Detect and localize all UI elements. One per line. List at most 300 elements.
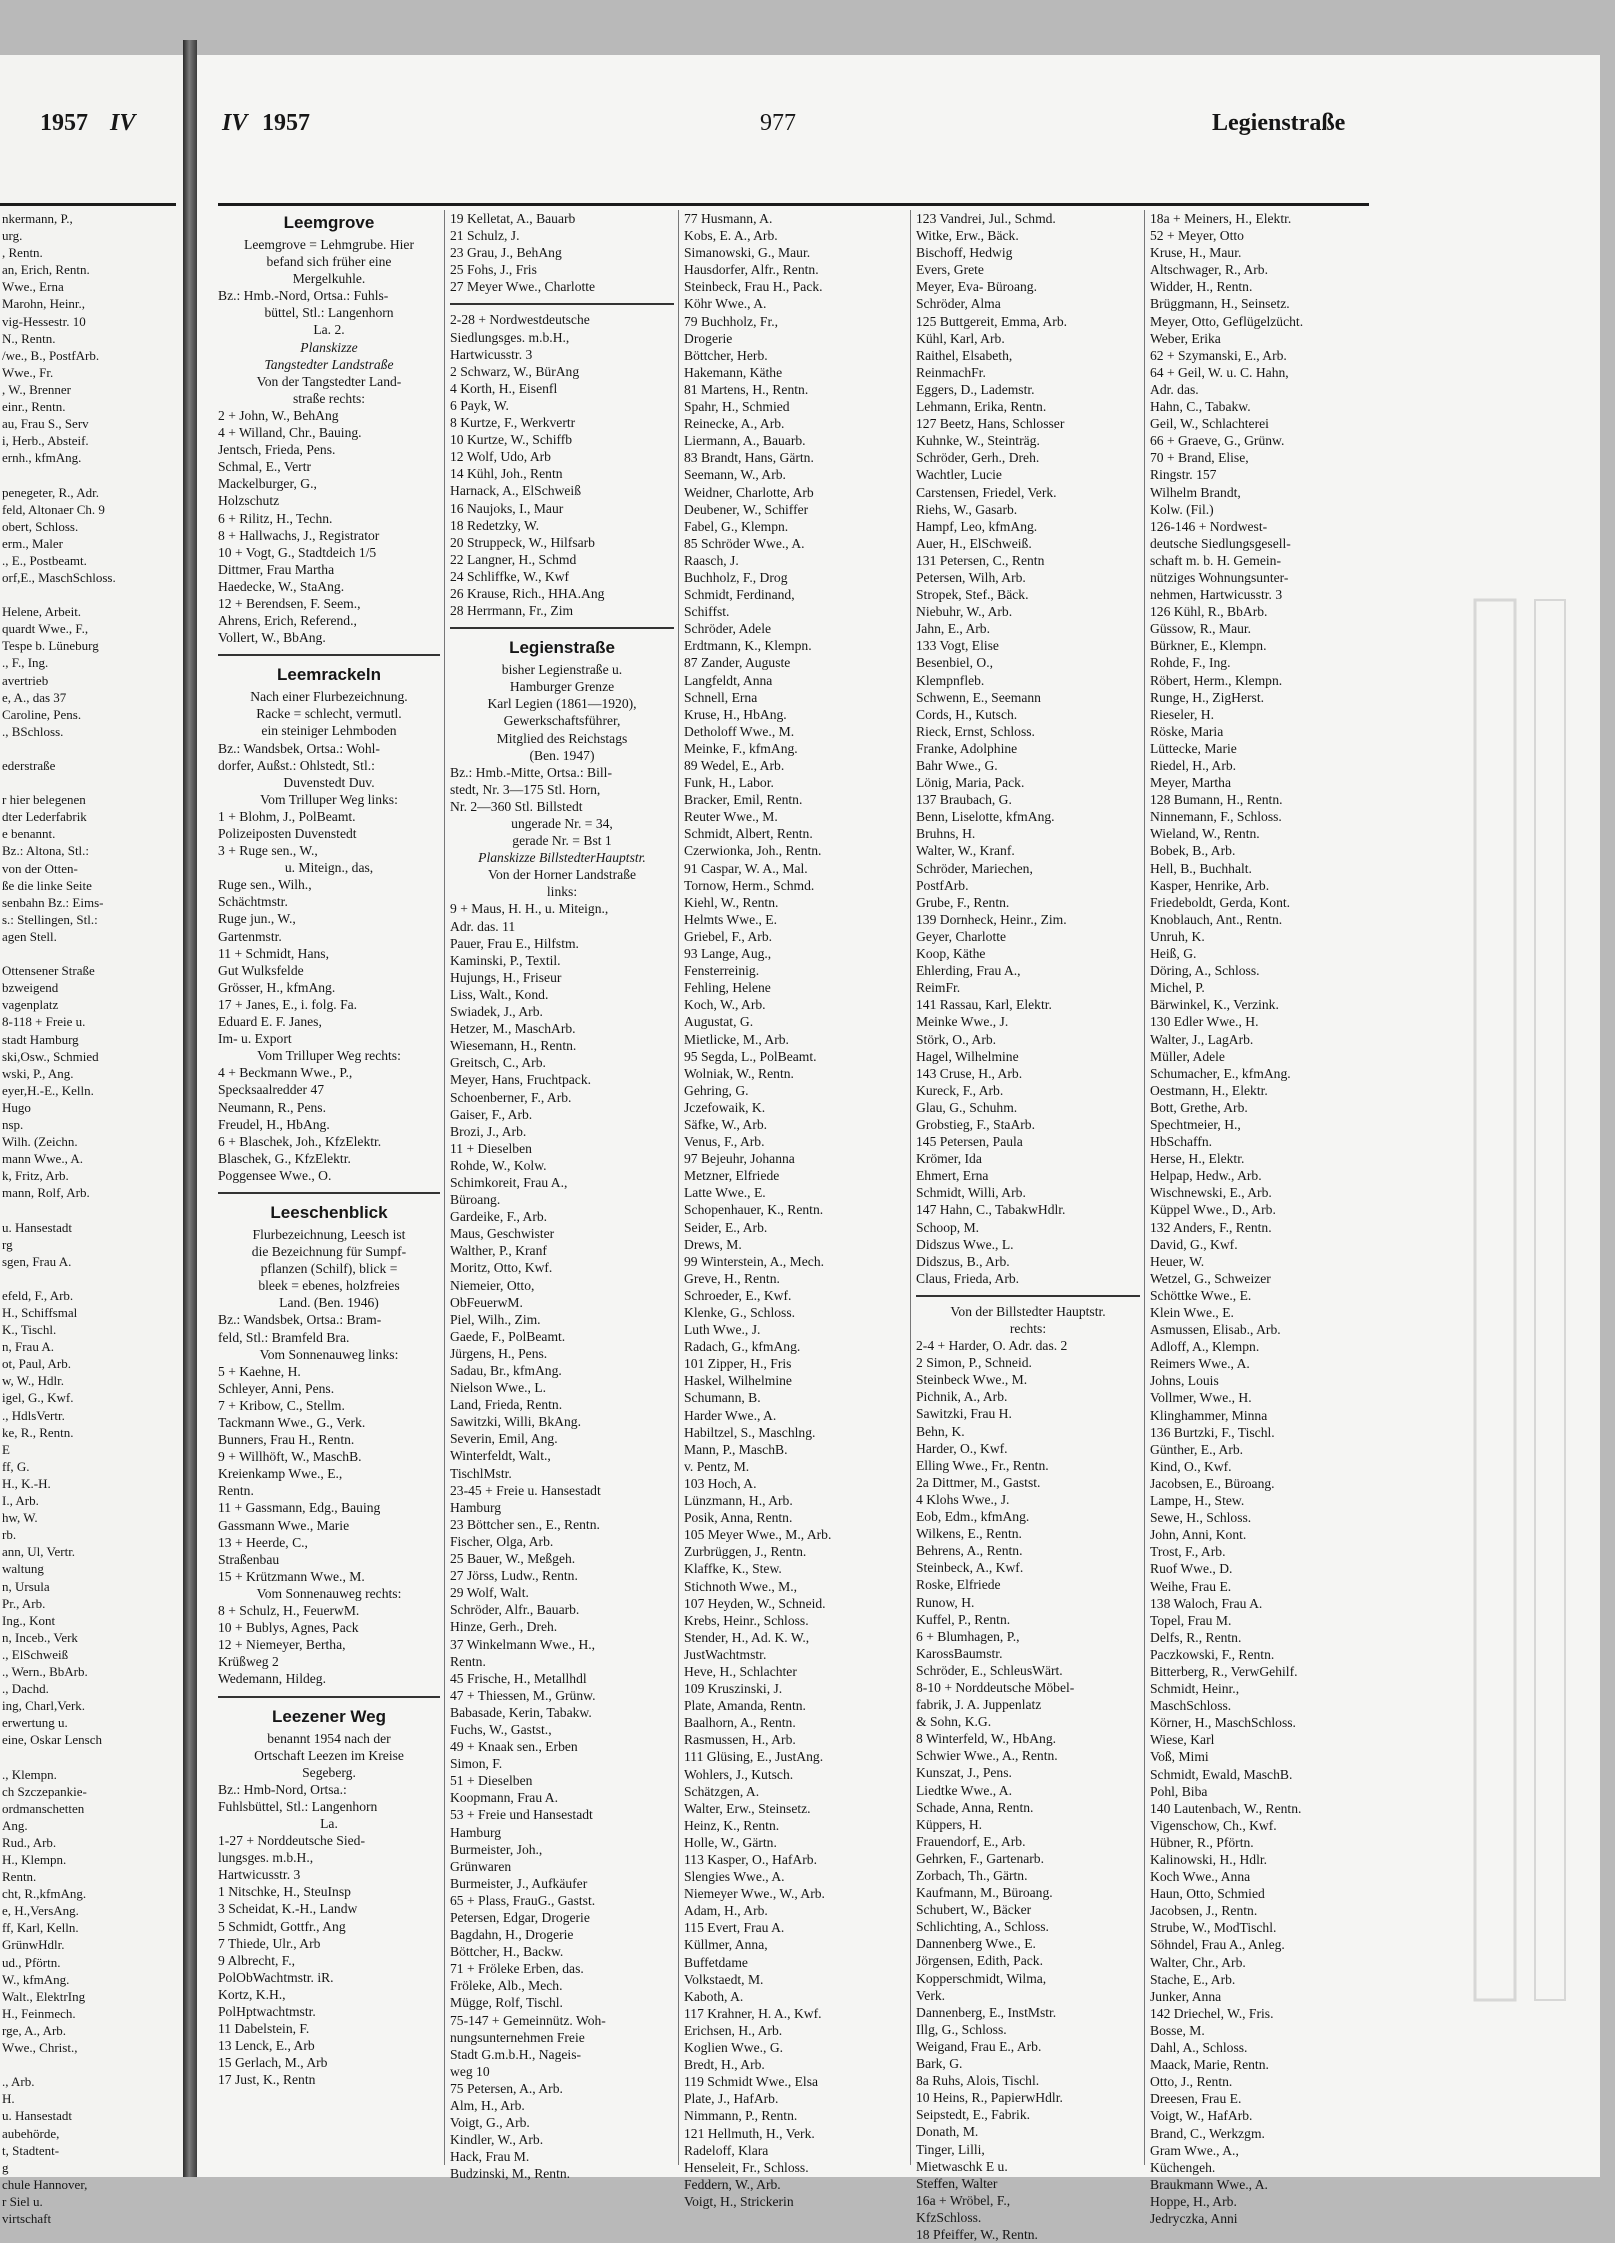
directory-entry: Störk, O., Arb. xyxy=(916,1031,997,1047)
left-page-line: t, Stadtent- xyxy=(2,2142,60,2158)
directory-entry: Wischnewski, E., Arb. xyxy=(1150,1185,1272,1201)
directory-entry: Körner, H., MaschSchloss. xyxy=(1150,1715,1296,1731)
left-page-line: r hier belegenen xyxy=(2,792,86,808)
left-page-line: avertrieb xyxy=(2,672,49,688)
directory-entry: Küppel Wwe., D., Arb. xyxy=(1150,1202,1276,1218)
directory-entry: 27 Meyer Wwe., Charlotte xyxy=(450,279,596,295)
directory-entry: Winterfeldt, Walt., xyxy=(450,1448,551,1464)
directory-entry: 11 + Dieselben xyxy=(450,1140,532,1156)
left-page-line: obert, Schloss. xyxy=(2,518,79,534)
left-page-line: Marohn, Heinr., xyxy=(2,296,86,312)
left-page-line: n, Ursula xyxy=(2,1578,50,1594)
directory-entry: 17 + Janes, E., i. folg. Fa. xyxy=(218,996,358,1012)
left-page-line: nsp. xyxy=(2,1116,24,1132)
directory-entry: Gehrken, F., Gartenarb. xyxy=(916,1850,1045,1866)
directory-entry: 66 + Graeve, G., Grünw. xyxy=(1150,433,1285,449)
directory-entry: La. 2. xyxy=(313,322,345,338)
directory-entry: Didszus, B., Arb. xyxy=(916,1253,1010,1269)
directory-entry: Röske, Maria xyxy=(1150,723,1224,739)
left-page-line: ederstraße xyxy=(2,758,56,773)
directory-entry: Wachtler, Lucie xyxy=(916,467,1002,483)
left-page-line xyxy=(2,1748,178,1765)
left-year: 1957 xyxy=(40,110,88,136)
directory-entry: Ruge sen., Wilh., xyxy=(218,877,312,893)
section-separator xyxy=(218,1184,440,1194)
right-volume: IV xyxy=(222,110,248,136)
directory-entry: 13 + Heerde, C., xyxy=(218,1534,308,1550)
directory-entry: Klinghammer, Minna xyxy=(1150,1407,1268,1423)
directory-entry: Kruse, H., HbAng. xyxy=(684,706,787,722)
street-heading: Leeschenblick xyxy=(270,1202,388,1222)
directory-entry: Brüggmann, H., Seinsetz. xyxy=(1150,296,1290,312)
directory-entry: Pohl, Biba xyxy=(1150,1783,1208,1799)
column-divider xyxy=(444,210,445,2165)
directory-entry: Friedeboldt, Gerda, Kont. xyxy=(1150,894,1291,910)
column-1 xyxy=(218,210,440,2170)
directory-entry: Maack, Marie, Rentn. xyxy=(1150,2057,1269,2073)
directory-entry: 7 + Kribow, C., Stellm. xyxy=(218,1397,345,1413)
directory-entry: Mügge, Rolf, Tischl. xyxy=(450,1995,563,2011)
directory-entry: Bz.: Hmb.-Mitte, Ortsa.: Bill- xyxy=(450,764,612,780)
directory-entry: Geyer, Charlotte xyxy=(916,928,1007,944)
directory-entry: Stender, H., Ad. K. W., xyxy=(684,1629,810,1645)
left-page-line: Rentn. xyxy=(2,1869,37,1885)
directory-entry: 2-28 + Nordwestdeutsche xyxy=(450,312,590,328)
directory-entry: Augustat, G. xyxy=(684,1014,754,1030)
directory-entry: Dittmer, Frau Martha xyxy=(218,561,335,577)
directory-entry: Gut Wulksfelde xyxy=(218,962,304,978)
directory-entry: Rieck, Ernst, Schloss. xyxy=(916,723,1035,739)
directory-entry: Franke, Adolphine xyxy=(916,740,1018,756)
directory-entry: Hamburg xyxy=(450,1499,502,1515)
directory-entry: Schleyer, Anni, Pens. xyxy=(218,1380,335,1396)
directory-entry: Ruof Wwe., D. xyxy=(1150,1561,1233,1577)
book-gutter xyxy=(183,40,197,2177)
directory-entry: Harder, O., Kwf. xyxy=(916,1440,1008,1456)
directory-entry: Schopenhauer, K., Rentn. xyxy=(684,1202,824,1218)
directory-entry: Haskel, Wilhelmine xyxy=(684,1373,792,1389)
directory-entry: Venus, F., Arb. xyxy=(684,1134,765,1150)
directory-entry: Nach einer Flurbezeichnung. xyxy=(250,689,408,705)
directory-entry: Klempnfleb. xyxy=(916,672,985,688)
left-page-line: ., BSchloss. xyxy=(2,723,64,739)
directory-entry: Kopperschmidt, Wilma, xyxy=(916,1970,1047,1986)
directory-entry: Donath, M. xyxy=(916,2124,979,2140)
directory-entry: 5 Schmidt, Gottfr., Ang xyxy=(218,1918,346,1934)
directory-entry: Eggers, D., Lademstr. xyxy=(916,381,1035,397)
directory-entry: 75 Petersen, A., Arb. xyxy=(450,2080,563,2096)
directory-entry: Sawitzki, Willi, BkAng. xyxy=(450,1414,581,1430)
left-page-line: s.: Stellingen, Stl.: xyxy=(2,911,98,927)
directory-entry: Ehlerding, Frau A., xyxy=(916,963,1021,979)
directory-entry: Slengies Wwe., A. xyxy=(684,1869,785,1885)
directory-entry: PolObWachtmstr. iR. xyxy=(218,1969,334,1985)
left-page-line: ot, Paul, Arb. xyxy=(2,1356,71,1372)
directory-entry: Erdtmann, K., Klempn. xyxy=(684,638,812,654)
directory-entry: 10 Kurtze, W., Schiffb xyxy=(450,432,573,448)
left-page-line: erm., Maler xyxy=(2,535,64,551)
directory-entry: Adr. das. 11 xyxy=(450,918,516,934)
directory-entry: Roske, Elfriede xyxy=(916,1577,1001,1593)
left-page-line: H., Klempn. xyxy=(2,1852,67,1867)
directory-entry: Im- u. Export xyxy=(218,1031,292,1047)
directory-entry: Brozi, J., Arb. xyxy=(450,1123,527,1139)
left-page-line: u. Hansestadt xyxy=(2,1219,73,1235)
left-page-line: Wwe., Erna xyxy=(2,279,64,295)
directory-entry: Fehling, Helene xyxy=(684,980,771,996)
directory-entry: HbSchaffn. xyxy=(1150,1134,1213,1150)
left-volume: IV xyxy=(110,110,136,136)
directory-entry: Bobek, B., Arb. xyxy=(1150,843,1236,859)
directory-entry: 4 Korth, H., Eisenfl xyxy=(450,380,558,396)
directory-entry: Meinke, F., kfmAng. xyxy=(684,740,798,756)
left-page-line: vig-Hessestr. 10 xyxy=(2,313,86,329)
directory-entry: Haun, Otto, Schmied xyxy=(1150,1886,1265,1902)
directory-entry: Steinbeck, A., Kwf. xyxy=(916,1560,1024,1576)
directory-entry: Kalinowski, H., Hdlr. xyxy=(1150,1852,1268,1867)
directory-entry: 4 Klohs Wwe., J. xyxy=(916,1491,1010,1507)
directory-entry: Kuhnke, W., Steinträg. xyxy=(916,433,1040,449)
directory-entry: Säfke, W., Arb. xyxy=(684,1116,768,1132)
directory-entry: Wedemann, Hildeg. xyxy=(218,1671,326,1687)
directory-entry: Oestmann, H., Elektr. xyxy=(1150,1082,1268,1098)
directory-entry: Ortschaft Leezen im Kreise xyxy=(254,1747,404,1763)
directory-entry: Posik, Anna, Rentn. xyxy=(684,1510,793,1526)
directory-entry: Altschwager, R., Arb. xyxy=(1150,262,1269,278)
left-page-line xyxy=(2,2056,178,2073)
directory-entry: Behn, K. xyxy=(916,1423,965,1439)
left-page-line: k, Fritz, Arb. xyxy=(2,1168,69,1184)
left-page-line: ., F., Ing. xyxy=(2,655,49,671)
directory-entry: 91 Caspar, W. A., Mal. xyxy=(684,860,808,876)
left-page-line: ., E., Postbeamt. xyxy=(2,552,87,568)
directory-entry: Bott, Grethe, Arb. xyxy=(1150,1099,1248,1115)
directory-entry: Voigt, G., Arb. xyxy=(450,2115,530,2131)
directory-entry: Bärwinkel, K., Verzink. xyxy=(1150,997,1279,1013)
directory-entry: Liedtke Wwe., A. xyxy=(916,1782,1013,1798)
left-page-line: chule Hannover, xyxy=(2,2176,88,2192)
left-page-line: ann, Ul, Vertr. xyxy=(2,1544,76,1560)
left-page-line: Wwe., Christ., xyxy=(2,2040,78,2056)
directory-entry: Vollert, W., BbAng. xyxy=(218,630,326,646)
directory-entry: Wilhelm Brandt, xyxy=(1150,484,1241,500)
directory-entry: Dreesen, Frau E. xyxy=(1150,2091,1242,2107)
directory-entry: Niebuhr, W., Arb. xyxy=(916,604,1013,620)
directory-entry: Vom Sonnenauweg rechts: xyxy=(256,1585,402,1601)
directory-entry: 6 + Blumhagen, P., xyxy=(916,1628,1020,1644)
directory-entry: Lönig, Maria, Pack. xyxy=(916,775,1025,791)
directory-entry: Jacobsen, J., Rentn. xyxy=(1150,1903,1258,1919)
left-page-line: nkermann, P., xyxy=(2,211,73,226)
directory-entry: Meinke Wwe., J. xyxy=(916,1014,1009,1030)
directory-entry: Bredt, H., Arb. xyxy=(684,2057,765,2073)
directory-entry: Fuchs, W., Gastst., xyxy=(450,1721,552,1737)
column-3 xyxy=(684,210,906,2209)
left-page-text-fragment xyxy=(2,210,178,2226)
directory-entry: Riehs, W., Gasarb. xyxy=(916,501,1018,517)
directory-entry: Heinz, K., Rentn. xyxy=(684,1817,780,1833)
directory-entry: Schmidt, Ewald, MaschB. xyxy=(1150,1766,1293,1782)
directory-entry: bleek = ebenes, holzfreies xyxy=(258,1278,400,1294)
directory-entry: deutsche Siedlungsgesell- xyxy=(1150,535,1291,551)
left-page-line: ße die linke Seite xyxy=(2,877,92,893)
left-page-line: ., Wern., BbArb. xyxy=(2,1663,88,1679)
directory-entry: Von der Tangstedter Land- xyxy=(256,373,402,389)
left-page-line: n, Frau A. xyxy=(2,1339,54,1355)
directory-entry: weg 10 xyxy=(450,2063,490,2079)
directory-entry: Witke, Erw., Bäck. xyxy=(916,228,1019,244)
left-page-line: ., HdlsVertr. xyxy=(2,1407,65,1423)
directory-entry: Kolw. (Fil.) xyxy=(1150,501,1214,517)
directory-entry: Radach, G., kfmAng. xyxy=(684,1339,801,1355)
directory-entry: Swiadek, J., Arb. xyxy=(450,1004,543,1020)
street-heading: Leezener Weg xyxy=(271,1706,386,1726)
directory-entry: Nr. 2—360 Stl. Billstedt xyxy=(450,798,583,814)
directory-entry: 18 Redetzky, W. xyxy=(450,517,539,533)
directory-entry: gerade Nr. = Bst 1 xyxy=(512,833,612,849)
left-page-line: u. Hansestadt xyxy=(2,2108,73,2124)
directory-entry: 136 Burtzki, F., Tischl. xyxy=(1150,1424,1275,1440)
left-page-line: ski,Osw., Schmied xyxy=(2,1048,99,1064)
directory-entry: Bz.: Hmb.-Nord, Ortsa.: Fuhls- xyxy=(218,288,389,304)
directory-entry: Vollmer, Wwe., H. xyxy=(1150,1390,1252,1406)
directory-entry: Niemeier, Otto, xyxy=(450,1277,535,1293)
directory-entry: Hahn, C., Tabakw. xyxy=(1150,399,1251,415)
directory-entry: die Bezeichnung für Sumpf- xyxy=(251,1244,407,1260)
directory-entry: 1-27 + Norddeutsche Sied- xyxy=(218,1833,365,1849)
directory-entry: Glau, G., Schuhm. xyxy=(916,1099,1018,1115)
directory-entry: Rohde, F., Ing. xyxy=(1150,655,1231,671)
directory-entry: Nielson Wwe., L. xyxy=(450,1380,547,1396)
directory-entry: Schröder, Adele xyxy=(684,621,772,637)
directory-entry: 132 Anders, F., Rentn. xyxy=(1150,1219,1272,1235)
directory-entry: Schnell, Erna xyxy=(684,689,758,705)
section-separator xyxy=(218,1688,440,1698)
directory-entry: Claus, Frieda, Arb. xyxy=(916,1270,1020,1286)
left-page-line: n, Inceb., Verk xyxy=(2,1629,78,1645)
directory-entry: 21 Schulz, J. xyxy=(450,228,520,244)
left-page-line: H., Feinmech. xyxy=(2,2005,76,2021)
directory-entry: Walter, Chr., Arb. xyxy=(1150,1954,1246,1970)
column-divider xyxy=(910,210,911,2165)
directory-entry: Petersen, Edgar, Drogerie xyxy=(450,1910,590,1925)
directory-entry: 143 Cruse, H., Arb. xyxy=(916,1065,1023,1081)
directory-entry: 9 + Maus, H. H., u. Miteign., xyxy=(450,901,609,917)
section-separator xyxy=(218,646,440,656)
directory-entry: Schmidt, Willi, Arb. xyxy=(916,1185,1026,1201)
directory-entry: MaschSchloss. xyxy=(1150,1698,1232,1714)
directory-entry: bisher Legienstraße u. xyxy=(501,662,623,678)
directory-entry: Seemann, W., Arb. xyxy=(684,467,786,483)
directory-entry: Lehmann, Erika, Rentn. xyxy=(916,399,1047,415)
directory-entry: Niemeyer Wwe., W., Arb. xyxy=(684,1886,825,1902)
directory-entry: Weidner, Charlotte, Arb xyxy=(684,484,814,500)
directory-entry: Röbert, Herm., Klempn. xyxy=(1150,672,1283,688)
directory-entry: 16 Naujoks, I., Maur xyxy=(450,500,564,516)
directory-entry: Rieseler, H. xyxy=(1150,706,1215,722)
directory-entry: Jörgensen, Edith, Pack. xyxy=(916,1953,1043,1969)
directory-entry: Kureck, F., Arb. xyxy=(916,1082,1004,1098)
directory-entry: 119 Schmidt Wwe., Elsa xyxy=(684,2074,819,2090)
directory-entry: Flurbezeichnung, Leesch ist xyxy=(252,1226,406,1242)
directory-entry: Wiese, Karl xyxy=(1150,1732,1215,1748)
left-page-line: I., Arb. xyxy=(2,1493,39,1509)
directory-entry: Mietlicke, M., Arb. xyxy=(684,1031,789,1047)
left-page-line xyxy=(2,740,178,757)
directory-entry: Elling Wwe., Fr., Rentn. xyxy=(916,1457,1049,1473)
directory-entry: Land. (Ben. 1946) xyxy=(279,1295,379,1311)
directory-entry: Fuhlsbüttel, Stl.: Langenhorn xyxy=(218,1798,378,1814)
directory-entry: Schoenberner, F., Arb. xyxy=(450,1089,572,1105)
directory-entry: Riedel, H., Arb. xyxy=(1150,758,1237,773)
directory-entry: (Ben. 1947) xyxy=(529,747,595,763)
left-page-line: ernh., kfmAng. xyxy=(2,450,82,466)
directory-entry: Steinbeck Wwe., M. xyxy=(916,1372,1028,1388)
directory-entry: Plate, Amanda, Rentn. xyxy=(684,1698,806,1714)
directory-entry: ReimFr. xyxy=(916,980,961,996)
directory-entry: dorfer, Außst.: Ohlstedt, Stl.: xyxy=(218,757,375,773)
directory-entry: Illg, G., Schloss. xyxy=(916,2021,1007,2037)
directory-entry: Mergelkuhle. xyxy=(292,271,366,287)
directory-entry: Ninnemann, F., Schloss. xyxy=(1150,809,1282,825)
left-page-line: vagenplatz xyxy=(2,997,59,1013)
directory-entry: rechts: xyxy=(1009,1321,1047,1336)
directory-entry: 20 Struppeck, W., Hilfsarb xyxy=(450,534,595,550)
directory-entry: Spahr, H., Schmied xyxy=(684,399,790,415)
directory-entry: Schade, Anna, Rentn. xyxy=(916,1799,1034,1815)
directory-entry: 85 Schröder Wwe., A. xyxy=(684,535,805,551)
directory-entry: Blaschek, G., KfzElektr. xyxy=(218,1150,351,1166)
left-page-line: w, W., Hdlr. xyxy=(2,1373,64,1389)
directory-entry: Kobs, E. A., Arb. xyxy=(684,228,778,244)
directory-entry: Greve, H., Rentn. xyxy=(684,1270,780,1286)
directory-entry: Schimkoreit, Frau A., xyxy=(450,1174,568,1190)
directory-entry: 128 Bumann, H., Rentn. xyxy=(1150,792,1283,808)
left-page-line: 8-118 + Freie u. xyxy=(2,1014,86,1030)
directory-entry: Mackelburger, G., xyxy=(218,476,317,492)
directory-entry: 121 Hellmuth, H., Verk. xyxy=(684,2125,815,2141)
directory-entry: 8a Ruhs, Alois, Tischl. xyxy=(916,2073,1040,2089)
directory-entry: Walter, J., LagArb. xyxy=(1150,1031,1254,1047)
directory-entry: Lüttecke, Marie xyxy=(1150,740,1237,756)
directory-entry: Ruge jun., W., xyxy=(218,911,296,927)
directory-entry: Mann, P., MaschB. xyxy=(684,1441,788,1457)
left-page-line: von der Otten- xyxy=(2,860,78,876)
left-page-line: N., Rentn. xyxy=(2,330,56,346)
directory-entry: Leemgrove = Lehmgrube. Hier xyxy=(244,237,414,252)
left-page-line: ff, G. xyxy=(2,1458,30,1474)
directory-entry: 65 + Plass, FrauG., Gastst. xyxy=(450,1892,596,1908)
directory-entry: Topel, Frau M. xyxy=(1150,1612,1232,1628)
directory-entry: Lampe, H., Stew. xyxy=(1150,1493,1245,1509)
directory-entry: Kuffel, P., Rentn. xyxy=(916,1611,1011,1627)
directory-entry: Fensterreinig. xyxy=(684,963,760,979)
left-page-line: eyer,H.-E., Kelln. xyxy=(2,1082,94,1098)
directory-entry: Gassmann Wwe., Marie xyxy=(218,1517,350,1533)
directory-entry: Gewerkschaftsführer, xyxy=(503,713,621,729)
directory-entry: Jentsch, Frieda, Pens. xyxy=(218,442,336,458)
directory-entry: Seider, E., Arb. xyxy=(684,1219,768,1235)
directory-entry: Verk. xyxy=(916,1987,946,2003)
directory-entry: Fabel, G., Klempn. xyxy=(684,518,789,534)
directory-entry: 11 + Gassmann, Edg., Bauing xyxy=(218,1500,381,1516)
directory-entry: Günther, E., Arb. xyxy=(1150,1441,1244,1457)
directory-entry: nehmen, Hartwicusstr. 3 xyxy=(1150,587,1283,603)
directory-entry: Johns, Louis xyxy=(1150,1373,1219,1389)
directory-entry: Knoblauch, Ant., Rentn. xyxy=(1150,911,1283,927)
directory-entry: 62 + Szymanski, E., Arb. xyxy=(1150,347,1287,363)
directory-entry: 145 Petersen, Paula xyxy=(916,1134,1023,1150)
directory-entry: Bürkner, E., Klempn. xyxy=(1150,638,1267,654)
directory-entry: 103 Hoch, A. xyxy=(684,1475,757,1491)
directory-entry: Paczkowski, F., Rentn. xyxy=(1150,1646,1275,1662)
directory-entry: Pichnik, A., Arb. xyxy=(916,1389,1008,1405)
directory-entry: 99 Winterstein, A., Mech. xyxy=(684,1253,825,1269)
directory-entry: Bruhns, H. xyxy=(916,826,976,842)
directory-entry: Raithel, Elsabeth, xyxy=(916,347,1013,363)
directory-entry: benannt 1954 nach der xyxy=(267,1730,391,1746)
directory-entry: Gehring, G. xyxy=(684,1082,749,1098)
directory-entry: Polizeiposten Duvenstedt xyxy=(218,826,357,841)
directory-entry: Seipstedt, E., Fabrik. xyxy=(916,2107,1031,2123)
bleed-through-stamp xyxy=(1415,600,1615,2000)
header-rule xyxy=(218,203,1369,206)
directory-entry: Kühl, Karl, Arb. xyxy=(916,330,1005,346)
directory-entry: Strube, W., ModTischl. xyxy=(1150,1920,1277,1936)
directory-entry: 113 Kasper, O., HafArb. xyxy=(684,1852,817,1867)
directory-entry: Hausdorfer, Alfr., Rentn. xyxy=(684,262,819,278)
directory-entry: Brand, C., Werkzgm. xyxy=(1150,2125,1265,2141)
directory-entry: Burmeister, Joh., xyxy=(450,1841,543,1857)
directory-entry: Schröder, Alma xyxy=(916,296,1001,312)
directory-entry: Koopmann, Frau A. xyxy=(450,1790,558,1806)
directory-entry: Schwenn, E., Seemann xyxy=(916,689,1041,705)
directory-entry: Adloff, A., Klempn. xyxy=(1150,1339,1260,1355)
directory-entry: John, Anni, Kont. xyxy=(1150,1527,1247,1543)
directory-entry: Schätzgen, A. xyxy=(684,1783,760,1799)
directory-entry: 2 + John, W., BehAng xyxy=(218,407,339,423)
directory-entry: Schröder, Gerh., Dreh. xyxy=(916,450,1040,466)
left-page-line: , Rentn. xyxy=(2,245,43,261)
directory-entry: 111 Glüsing, E., JustAng. xyxy=(684,1749,824,1765)
directory-entry: Volkstaedt, M. xyxy=(684,1971,764,1987)
directory-entry: Klaffke, K., Stew. xyxy=(684,1561,782,1577)
directory-entry: Walther, P., Kranf xyxy=(450,1243,547,1259)
directory-entry: Grünwaren xyxy=(450,1858,512,1874)
directory-entry: Gardeike, F., Arb. xyxy=(450,1209,548,1225)
directory-entry: 2 Simon, P., Schneid. xyxy=(916,1355,1032,1371)
directory-entry: Radeloff, Klara xyxy=(684,2142,769,2158)
directory-entry: 2a Dittmer, M., Gastst. xyxy=(916,1474,1041,1490)
directory-entry: Koop, Käthe xyxy=(916,946,986,962)
directory-entry: Meyer, Hans, Fruchtpack. xyxy=(450,1072,592,1088)
left-page-line xyxy=(2,1270,178,1287)
street-heading: Leemgrove xyxy=(283,213,375,232)
directory-entry: Hujungs, H., Friseur xyxy=(450,969,562,985)
left-page-line: bzweigend xyxy=(2,980,59,996)
directory-entry: Gaede, F., PolBeamt. xyxy=(450,1328,566,1344)
directory-entry: 77 Husmann, A. xyxy=(684,211,773,226)
directory-entry: 14 Kühl, Joh., Rentn xyxy=(450,466,563,482)
left-page-line: rb. xyxy=(2,1527,17,1543)
directory-entry: Kruse, H., Maur. xyxy=(1150,245,1242,261)
directory-entry: 17 Just, K., Rentn xyxy=(218,2072,316,2088)
directory-entry: 139 Dornheck, Heinr., Zim. xyxy=(916,911,1067,927)
directory-entry: Hamburg xyxy=(450,1824,502,1840)
directory-entry: 26 Krause, Rich., HHA.Ang xyxy=(450,585,605,601)
directory-entry: Walter, W., Kranf. xyxy=(916,843,1015,859)
directory-entry: Jahn, E., Arb. xyxy=(916,621,991,637)
